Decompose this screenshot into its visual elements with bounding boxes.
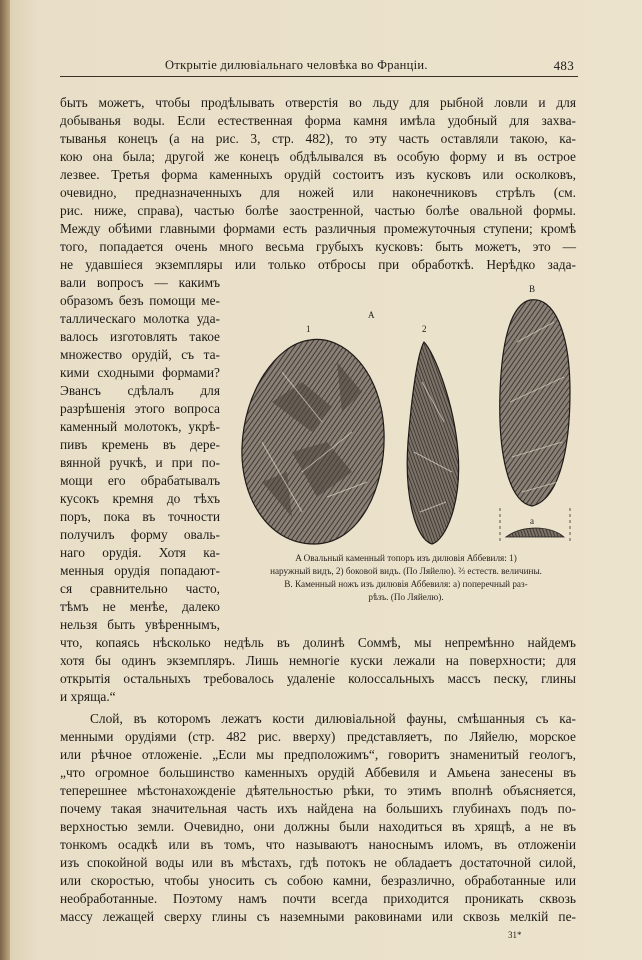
figure-label-b: B [529, 284, 536, 294]
text-line: почему такая значительная часть ихъ найдена на большихъ глубинахъ подъ по- [60, 801, 576, 816]
text-line: каменный молотокъ, укрѣ- [60, 419, 220, 434]
text-line: Эвансъ сдѣлалъ для [60, 383, 220, 398]
text-line: добыванья воды. Если естественная форма камня имѣла удобный для захва- [60, 113, 576, 128]
oval-axe-side-view [407, 342, 458, 544]
text-line: тонкомъ осадкѣ или въ томъ, что называютъ наноснымъ иломъ, въ отложеніи [60, 837, 576, 852]
text-line: Слой, въ которомъ лежатъ кости дилювіальной фауны, смѣшанныя съ ка- [90, 711, 576, 726]
text-line: вянной ручкѣ, и при по- [60, 455, 220, 470]
text-line: кусокъ кремня до тѣхъ [60, 491, 220, 506]
text-line: очевидно, предназначенныхъ для ножей или наконечниковъ стрѣлъ (см. [60, 185, 576, 200]
text-line: менныя орудія попадают- [60, 563, 220, 578]
running-header [60, 58, 578, 74]
text-line: мощи его обрабатывалъ [60, 473, 220, 488]
figure-label-a-lower: a [530, 516, 534, 526]
caption-line: наружный видъ, 2) боковой видъ. (По Ляйелю). ⅔ естеств. величины. [270, 566, 542, 576]
text-line: что, копаясь нѣсколько недѣль въ долинѣ Соммѣ, мы непремѣнно найдемъ [60, 635, 576, 650]
text-line: образомъ безъ помощи ме- [60, 293, 220, 308]
text-line: разрѣшенія этого вопроса [60, 401, 220, 416]
figure-label-a-upper: A [368, 310, 375, 320]
book-binding-edge [0, 0, 10, 960]
caption-line: рѣзъ. (По Ляйелю). [368, 592, 444, 602]
text-line: тѣмъ не менѣе, далеко [60, 599, 220, 614]
figure-label-1: 1 [306, 324, 311, 334]
text-line: Между обѣими главными формами есть различныя промежуточныя ступени; кромѣ [60, 221, 576, 236]
text-line: кою она была; другой же конецъ обдѣлывался въ особую форму и въ острое [60, 149, 576, 164]
text-line: массу лежащей сверху глины съ наземными раковинами или сквозь мелкій пе- [60, 909, 576, 924]
text-line: не удавшіеся экземпляры или только отбросы при обработкѣ. Нерѣдко зада- [60, 257, 576, 272]
text-line: валось изготовлять такое [60, 329, 220, 344]
text-line: хотя бы одинъ экземпляръ. Лишь немногіе куски лежали на поверхности; для [60, 653, 576, 668]
text-line: необработанные. Поэтому намъ почти всегда приходится проникать сквозь [60, 891, 576, 906]
text-line: наго орудія. Хотя ка- [60, 545, 220, 560]
text-line: лезвее. Третья форма каменныхъ орудій состоитъ изъ кусковъ или осколковъ, [60, 167, 576, 182]
text-line: теперешнее мѣстонахожденіе дѣятельностью рѣки, то этимъ вполнѣ объясняется, [60, 783, 576, 798]
figure-illustration [232, 282, 580, 552]
text-line: „что огромное большинство каменныхъ орудій Аббевиля и Амьена занесены въ [60, 765, 576, 780]
caption-line: A Овальный каменный топоръ изъ дилювія Аббевиля: 1) [295, 553, 517, 563]
text-line: изъ спокойной воды или въ мѣстахъ, гдѣ потокъ не обладаетъ достаточной силой, [60, 855, 576, 870]
text-line: множество орудій, съ та- [60, 347, 220, 362]
text-line: или рѣчное отложеніе. „Если мы предположимъ“, говоритъ знаменитый геологъ, [60, 747, 576, 762]
text-line: или скоростью, чтобы уносить съ собою камни, безразлично, обработанные или [60, 873, 576, 888]
oval-axe-front-view [242, 339, 384, 544]
stone-tools-figure [232, 282, 580, 552]
text-line: того, попадается очень много весьма грубыхъ кусковъ: быть можетъ, это — [60, 239, 576, 254]
text-line: кими сходными формами? [60, 365, 220, 380]
figure-caption [232, 552, 580, 604]
text-line: открытія остальныхъ требовалось удаленіе колоссальныхъ массъ песку, глины [60, 671, 576, 686]
figure-label-2: 2 [422, 324, 427, 334]
text-line: менными орудіями (стр. 482 рис. вверху) представляетъ, по Ляйелю, морское [60, 729, 576, 744]
header-rule [60, 76, 578, 77]
page-number: 483 [553, 58, 574, 73]
text-line: и хряща.“ [60, 689, 116, 704]
text-line: тыванья конецъ (а на рис. 3, стр. 482), то эту часть оставляли такою, ка- [60, 131, 576, 146]
text-line: пивъ кремень въ дере- [60, 437, 220, 452]
stone-knife-view [500, 300, 570, 544]
text-line: поръ, пока въ точности [60, 509, 220, 524]
text-line: нельзя быть увѣреннымъ, [60, 617, 220, 632]
text-line: таллическаго молотка уда- [60, 311, 220, 326]
text-line: быть можетъ, чтобы продѣлывать отверстія во льду для рыбной ловли и для [60, 95, 576, 110]
text-line: рис. ниже, справа), частью болѣе заостренной, частью болѣе овальной формы. [60, 203, 576, 218]
caption-line: B. Каменный ножъ изъ дилювія Аббевиля: а) поперечный раз- [284, 579, 528, 589]
signature-mark: 31* [508, 930, 522, 940]
text-line: получилъ форму оваль- [60, 527, 220, 542]
knife-cross-section [506, 528, 564, 537]
running-title: Открытіе дилювіальнаго человѣка во Франціи. [165, 58, 428, 72]
text-line: вали вопросъ — какимъ [60, 275, 220, 290]
text-line: верхностью земли. Очевидно, они должны были находиться въ хрящѣ, а не въ [60, 819, 576, 834]
text-line: ся сравнительно часто, [60, 581, 220, 596]
